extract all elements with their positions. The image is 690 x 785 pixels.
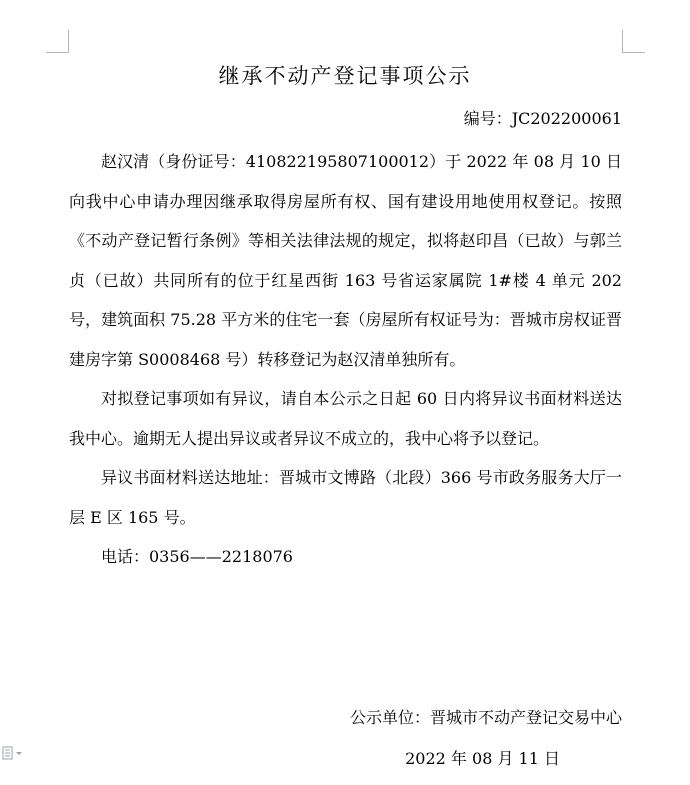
paragraph-application: 赵汉清（身份证号：410822195807100012）于 2022 年 08 月 10 日向我中心申请办理因继承取得房屋所有权、国有建设用地使用权登记。按照《不动产登记暂行条例》等相关法律法规的规定，拟将赵印昌（已故）与郭兰贞（已故）共同所有的位于红星西街 163 号省运家属院 1#楼 4 单元 202 号，建筑面积 75.28 平方米的住宅一套（房屋所有权证号为：晋城市房权证晋建房字第 S0008468 号）转移登记为赵汉清单独所有。 (69, 152, 622, 369)
document-number: 编号：JC202200061 (463, 109, 622, 128)
issuer-signature: 公示单位：晋城市不动产登记交易中心 (349, 708, 622, 727)
paragraph-phone: 电话：0356——2218076 (101, 547, 293, 566)
margin-corner-top-left (46, 30, 69, 53)
paragraph-address: 异议书面材料送达地址：晋城市文博路（北段）366 号市政务服务大厅一层 E 区 165 号。 (69, 468, 622, 527)
document-body (69, 142, 622, 577)
issue-date: 2022 年 08 月 11 日 (405, 749, 560, 768)
document-layout-icon[interactable] (2, 745, 24, 759)
document-title: 继承不动产登记事项公示 (218, 64, 472, 88)
paragraph-objection: 对拟登记事项如有异议，请自本公示之日起 60 日内将异议书面材料送达我中心。逾期无人提出异议或者异议不成立的，我中心将予以登记。 (69, 389, 622, 448)
margin-corner-top-right (622, 30, 645, 53)
